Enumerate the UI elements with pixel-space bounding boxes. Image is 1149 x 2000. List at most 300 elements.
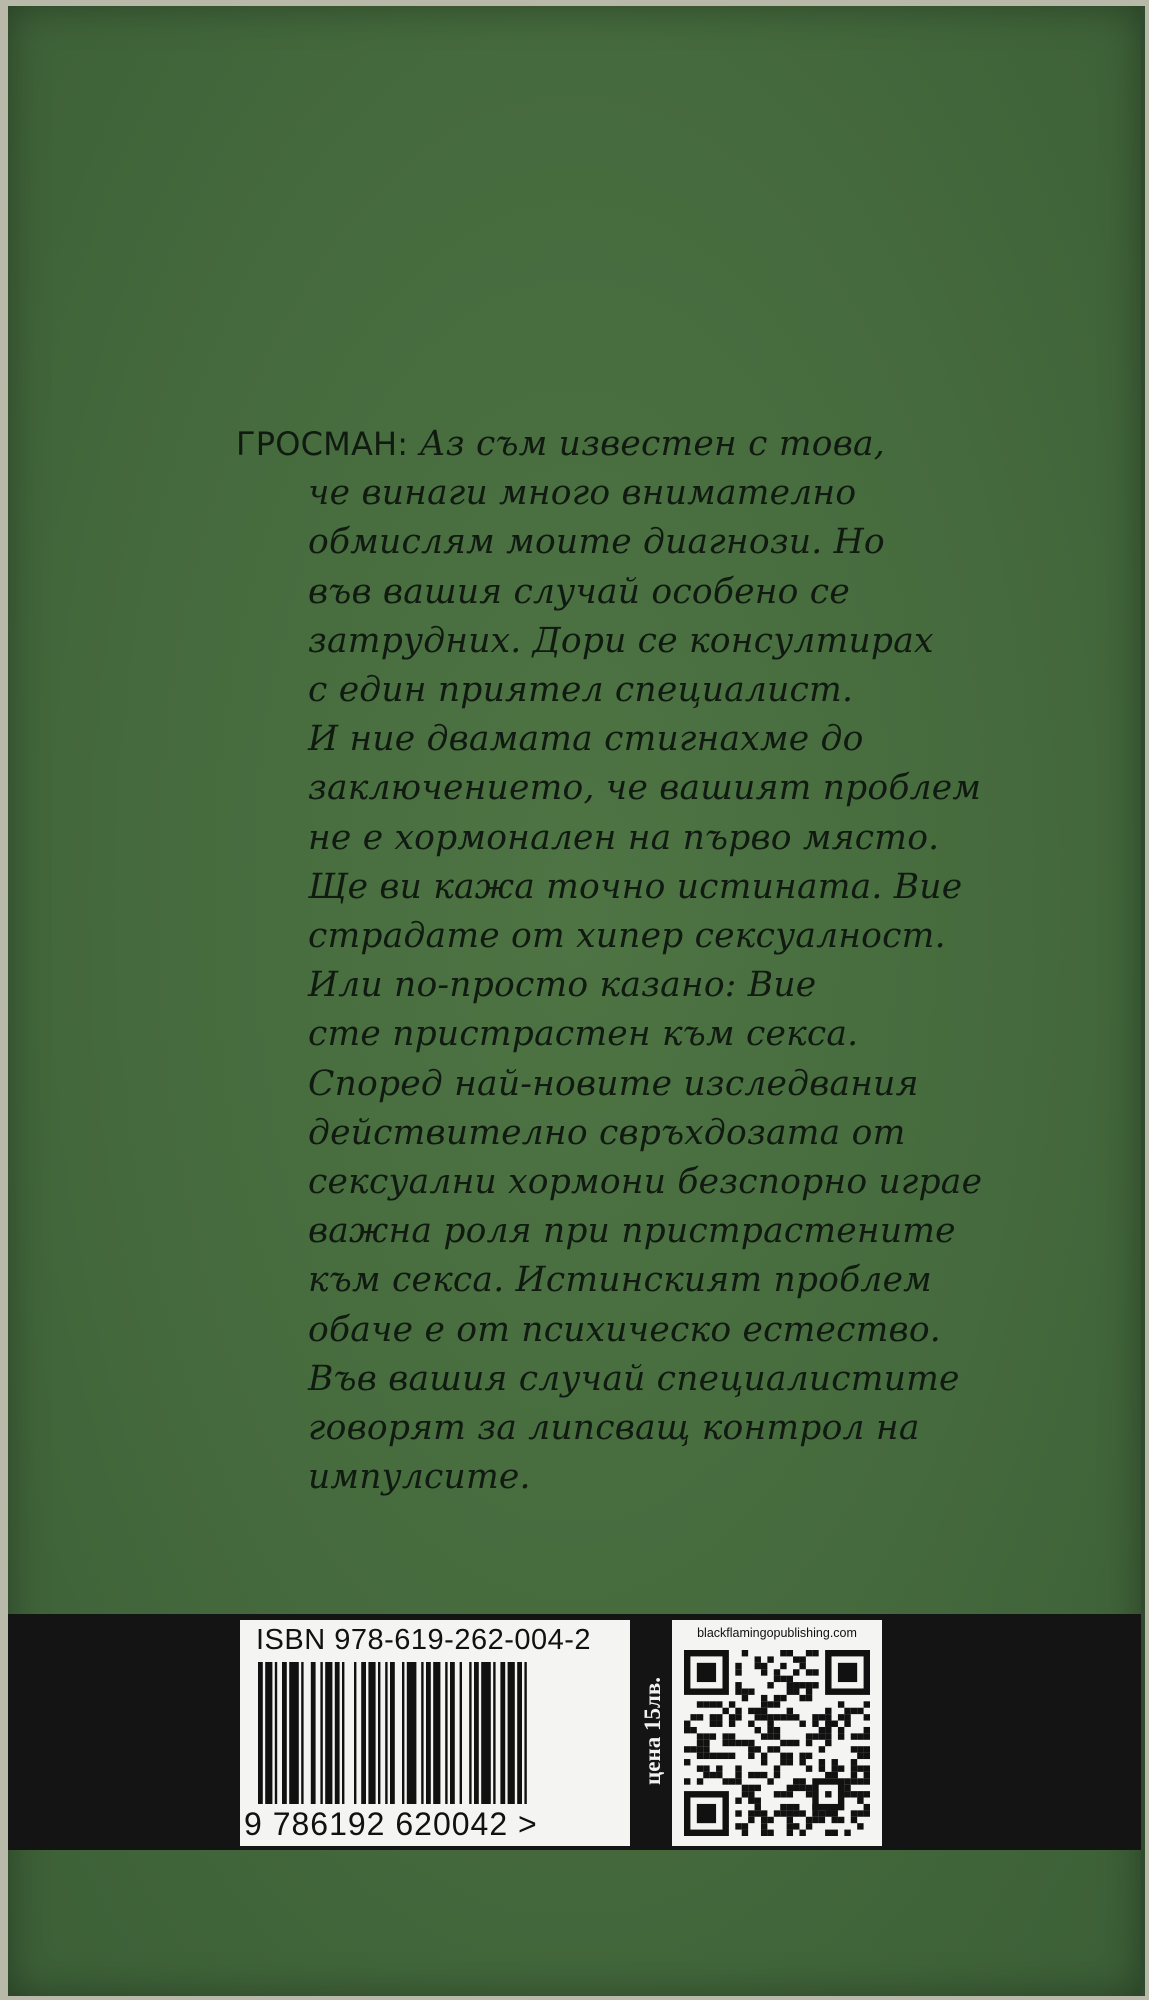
qr-module bbox=[697, 1733, 703, 1739]
qr-module bbox=[716, 1701, 722, 1707]
qr-module bbox=[748, 1798, 754, 1804]
qr-module bbox=[864, 1746, 870, 1752]
qr-module bbox=[806, 1669, 812, 1675]
qr-module bbox=[806, 1785, 812, 1791]
barcode-bar bbox=[342, 1662, 344, 1804]
qr-module bbox=[774, 1746, 780, 1752]
qr-module bbox=[761, 1823, 767, 1829]
qr-module bbox=[755, 1708, 761, 1714]
qr-module bbox=[761, 1830, 767, 1836]
qr-module bbox=[825, 1740, 831, 1746]
qr-module bbox=[729, 1701, 735, 1707]
qr-module bbox=[799, 1785, 805, 1791]
qr-module bbox=[857, 1791, 863, 1797]
qr-module bbox=[729, 1740, 735, 1746]
qr-module bbox=[735, 1778, 741, 1784]
qr-module bbox=[697, 1778, 703, 1784]
qr-module bbox=[690, 1714, 696, 1720]
qr-module bbox=[722, 1740, 728, 1746]
ean-digits: 9 786192 620042 > bbox=[244, 1806, 538, 1842]
qr-module bbox=[806, 1753, 812, 1759]
qr-module bbox=[851, 1759, 857, 1765]
qr-module bbox=[857, 1798, 863, 1804]
qr-module bbox=[799, 1778, 805, 1784]
barcode-bar bbox=[361, 1662, 366, 1804]
qr-module bbox=[774, 1791, 780, 1797]
qr-module bbox=[735, 1714, 741, 1720]
qr-module bbox=[799, 1759, 805, 1765]
qr-module bbox=[806, 1791, 812, 1797]
qr-module bbox=[832, 1817, 838, 1823]
blurb-line: обмислям моите диагнози. Но bbox=[308, 522, 885, 563]
qr-module bbox=[774, 1765, 780, 1771]
qr-module bbox=[825, 1708, 831, 1714]
qr-module bbox=[774, 1727, 780, 1733]
qr-module bbox=[799, 1682, 805, 1688]
publisher-url: blackflamingopublishing.com bbox=[697, 1626, 857, 1640]
qr-module bbox=[767, 1817, 773, 1823]
qr-module bbox=[864, 1778, 870, 1784]
barcode-bar bbox=[282, 1662, 287, 1804]
qr-module bbox=[793, 1682, 799, 1688]
qr-module bbox=[825, 1721, 831, 1727]
qr-module bbox=[748, 1740, 754, 1746]
qr-module bbox=[748, 1772, 754, 1778]
qr-module bbox=[748, 1753, 754, 1759]
qr-module bbox=[761, 1708, 767, 1714]
qr-align bbox=[825, 1791, 831, 1797]
barcode-bar bbox=[301, 1662, 303, 1804]
qr-module bbox=[697, 1746, 703, 1752]
qr-module bbox=[755, 1746, 761, 1752]
qr-module bbox=[806, 1688, 812, 1694]
qr-module bbox=[851, 1810, 857, 1816]
blurb-line: Или по-просто казано: Вие bbox=[308, 965, 817, 1006]
qr-module bbox=[703, 1701, 709, 1707]
qr-module bbox=[710, 1721, 716, 1727]
barcode-icon bbox=[258, 1662, 613, 1804]
qr-module bbox=[703, 1740, 709, 1746]
qr-module bbox=[844, 1721, 850, 1727]
qr-module bbox=[767, 1701, 773, 1707]
qr-module bbox=[851, 1772, 857, 1778]
qr-module bbox=[819, 1810, 825, 1816]
qr-module bbox=[735, 1798, 741, 1804]
qr-module bbox=[748, 1817, 754, 1823]
barcode-bar bbox=[407, 1662, 417, 1804]
qr-module bbox=[710, 1733, 716, 1739]
barcode-bar bbox=[445, 1662, 447, 1804]
qr-module bbox=[825, 1727, 831, 1733]
qr-module bbox=[793, 1810, 799, 1816]
qr-module bbox=[710, 1772, 716, 1778]
qr-module bbox=[838, 1733, 844, 1739]
qr-module bbox=[703, 1746, 709, 1752]
qr-module bbox=[851, 1791, 857, 1797]
qr-module bbox=[684, 1778, 690, 1784]
qr-module bbox=[806, 1650, 812, 1656]
blurb-line: важна роля при пристрастените bbox=[308, 1211, 956, 1252]
qr-module bbox=[812, 1817, 818, 1823]
qr-module bbox=[735, 1740, 741, 1746]
barcode-bar bbox=[385, 1662, 387, 1804]
qr-module bbox=[761, 1759, 767, 1765]
qr-module bbox=[710, 1714, 716, 1720]
blurb-line: сексуални хормони безспорно играе bbox=[308, 1162, 983, 1203]
qr-module bbox=[793, 1669, 799, 1675]
qr-module bbox=[748, 1791, 754, 1797]
qr-module bbox=[793, 1778, 799, 1784]
qr-module bbox=[690, 1746, 696, 1752]
qr-module bbox=[864, 1733, 870, 1739]
barcode-bar bbox=[500, 1662, 505, 1804]
blurb-line: във вашия случай особено се bbox=[308, 571, 850, 612]
qr-module bbox=[864, 1765, 870, 1771]
qr-module bbox=[703, 1772, 709, 1778]
qr-module bbox=[787, 1714, 793, 1720]
qr-module bbox=[825, 1810, 831, 1816]
qr-module bbox=[722, 1733, 728, 1739]
qr-module bbox=[857, 1823, 863, 1829]
qr-module bbox=[832, 1772, 838, 1778]
qr-module bbox=[710, 1701, 716, 1707]
qr-module bbox=[703, 1753, 709, 1759]
qr-module bbox=[819, 1733, 825, 1739]
qr-module bbox=[729, 1721, 735, 1727]
qr-module bbox=[793, 1823, 799, 1829]
qr-module bbox=[761, 1695, 767, 1701]
isbn-number: ISBN 978-619-262-004-2 bbox=[256, 1624, 592, 1656]
qr-module bbox=[722, 1778, 728, 1784]
speaker-name: ГРОСМАН: bbox=[236, 425, 409, 463]
barcode-bar bbox=[320, 1662, 322, 1804]
qr-module bbox=[819, 1746, 825, 1752]
qr-module bbox=[716, 1721, 722, 1727]
qr-module bbox=[742, 1688, 748, 1694]
qr-module bbox=[761, 1714, 767, 1720]
barcode-bar bbox=[289, 1662, 299, 1804]
blurb-line: действително свръхдозата от bbox=[308, 1112, 906, 1153]
blurb-line: че винаги много внимателно bbox=[308, 473, 857, 514]
qr-module bbox=[812, 1733, 818, 1739]
qr-module bbox=[735, 1688, 741, 1694]
qr-module bbox=[774, 1676, 780, 1682]
qr-module bbox=[799, 1810, 805, 1816]
qr-module bbox=[716, 1772, 722, 1778]
qr-module bbox=[857, 1810, 863, 1816]
qr-module bbox=[684, 1746, 690, 1752]
qr-module bbox=[780, 1714, 786, 1720]
qr-module bbox=[780, 1740, 786, 1746]
qr-module bbox=[755, 1727, 761, 1733]
barcode-bar bbox=[390, 1662, 395, 1804]
qr-module bbox=[767, 1830, 773, 1836]
qr-module bbox=[832, 1810, 838, 1816]
qr-module bbox=[774, 1810, 780, 1816]
qr-module bbox=[787, 1823, 793, 1829]
qr-module bbox=[780, 1663, 786, 1669]
barcode-bar bbox=[433, 1662, 440, 1804]
blurb-line: И ние двамата стигнахме до bbox=[308, 719, 864, 760]
qr-module bbox=[787, 1753, 793, 1759]
qr-module bbox=[748, 1688, 754, 1694]
qr-module bbox=[735, 1708, 741, 1714]
barcode-bar bbox=[481, 1662, 491, 1804]
qr-module bbox=[710, 1753, 716, 1759]
qr-module bbox=[729, 1753, 735, 1759]
barcode-bar bbox=[265, 1662, 272, 1804]
barcode-bar bbox=[378, 1662, 380, 1804]
qr-module bbox=[838, 1727, 844, 1733]
qr-module bbox=[838, 1817, 844, 1823]
qr-module bbox=[793, 1656, 799, 1662]
qr-finder bbox=[838, 1663, 857, 1682]
qr-module bbox=[748, 1721, 754, 1727]
qr-module bbox=[832, 1830, 838, 1836]
qr-module bbox=[761, 1810, 767, 1816]
qr-module bbox=[684, 1759, 690, 1765]
qr-module bbox=[857, 1746, 863, 1752]
qr-module bbox=[799, 1753, 805, 1759]
qr-module bbox=[825, 1733, 831, 1739]
qr-module bbox=[735, 1810, 741, 1816]
qr-module bbox=[864, 1772, 870, 1778]
qr-module bbox=[774, 1714, 780, 1720]
qr-module bbox=[864, 1727, 870, 1733]
blurb-line: страдате от хипер сексуалност. bbox=[308, 916, 946, 957]
price-label: цена 15лв. bbox=[640, 1676, 665, 1786]
qr-module bbox=[684, 1727, 690, 1733]
qr-module bbox=[755, 1810, 761, 1816]
qr-module bbox=[806, 1765, 812, 1771]
qr-module bbox=[729, 1714, 735, 1720]
qr-module bbox=[761, 1733, 767, 1739]
barcode-bar bbox=[335, 1662, 340, 1804]
barcode-bar bbox=[524, 1662, 526, 1804]
qr-module bbox=[806, 1682, 812, 1688]
qr-module bbox=[742, 1785, 748, 1791]
qr-module bbox=[844, 1830, 850, 1836]
qr-module bbox=[780, 1650, 786, 1656]
qr-module bbox=[755, 1656, 761, 1662]
qr-module bbox=[690, 1727, 696, 1733]
qr-module bbox=[742, 1650, 748, 1656]
qr-module bbox=[864, 1753, 870, 1759]
qr-module bbox=[787, 1810, 793, 1816]
barcode-bar bbox=[258, 1662, 263, 1804]
qr-module bbox=[787, 1708, 793, 1714]
blurb-line: към секса. Истинският проблем bbox=[308, 1260, 932, 1301]
qr-module bbox=[697, 1765, 703, 1771]
qr-module bbox=[761, 1817, 767, 1823]
qr-module bbox=[787, 1759, 793, 1765]
qr-module bbox=[832, 1765, 838, 1771]
qr-module bbox=[697, 1714, 703, 1720]
qr-module bbox=[812, 1682, 818, 1688]
qr-module bbox=[812, 1721, 818, 1727]
qr-module bbox=[825, 1714, 831, 1720]
qr-module bbox=[729, 1778, 735, 1784]
qr-module bbox=[716, 1714, 722, 1720]
qr-module bbox=[729, 1733, 735, 1739]
qr-module bbox=[787, 1676, 793, 1682]
qr-module bbox=[755, 1785, 761, 1791]
qr-module bbox=[857, 1733, 863, 1739]
qr-module bbox=[755, 1772, 761, 1778]
qr-module bbox=[844, 1714, 850, 1720]
barcode-bar bbox=[311, 1662, 316, 1804]
qr-module bbox=[767, 1733, 773, 1739]
qr-module bbox=[799, 1656, 805, 1662]
qr-module bbox=[716, 1753, 722, 1759]
isbn-label bbox=[240, 1620, 630, 1846]
qr-module bbox=[722, 1708, 728, 1714]
qr-module bbox=[761, 1669, 767, 1675]
qr-module bbox=[722, 1753, 728, 1759]
qr-module bbox=[716, 1765, 722, 1771]
qr-module bbox=[742, 1791, 748, 1797]
barcode-bar bbox=[508, 1662, 515, 1804]
blurb-line: Ще ви кажа точно истината. Вие bbox=[308, 866, 963, 907]
qr-module bbox=[767, 1656, 773, 1662]
qr-module bbox=[806, 1733, 812, 1739]
qr-module bbox=[774, 1669, 780, 1675]
qr-module bbox=[787, 1688, 793, 1694]
qr-module bbox=[787, 1650, 793, 1656]
qr-module bbox=[825, 1830, 831, 1836]
qr-module bbox=[799, 1830, 805, 1836]
qr-module bbox=[799, 1663, 805, 1669]
qr-module bbox=[864, 1714, 870, 1720]
qr-module bbox=[774, 1733, 780, 1739]
qr-module bbox=[787, 1817, 793, 1823]
qr-module bbox=[787, 1830, 793, 1836]
qr-module bbox=[844, 1791, 850, 1797]
barcode-bar bbox=[474, 1662, 479, 1804]
barcode-bar bbox=[368, 1662, 375, 1804]
qr-module bbox=[780, 1753, 786, 1759]
qr-module bbox=[742, 1823, 748, 1829]
qr-module bbox=[844, 1778, 850, 1784]
blurb-line: ГРОСМАН: Аз съм известен с това, bbox=[236, 424, 885, 464]
qr-module bbox=[748, 1810, 754, 1816]
qr-module bbox=[851, 1733, 857, 1739]
qr-module bbox=[735, 1772, 741, 1778]
qr-module bbox=[735, 1669, 741, 1675]
blurb-line: говорят за липсващ контрол на bbox=[308, 1408, 920, 1449]
qr-module bbox=[851, 1765, 857, 1771]
qr-module bbox=[838, 1714, 844, 1720]
qr-module bbox=[819, 1759, 825, 1765]
qr-module bbox=[793, 1740, 799, 1746]
qr-module bbox=[780, 1759, 786, 1765]
qr-module bbox=[819, 1817, 825, 1823]
qr-module bbox=[799, 1695, 805, 1701]
qr-module bbox=[780, 1676, 786, 1682]
qr-module bbox=[761, 1663, 767, 1669]
qr-module bbox=[761, 1753, 767, 1759]
qr-module bbox=[857, 1753, 863, 1759]
qr-module bbox=[857, 1778, 863, 1784]
qr-module bbox=[851, 1708, 857, 1714]
qr-module bbox=[735, 1823, 741, 1829]
qr-module bbox=[742, 1740, 748, 1746]
qr-module bbox=[844, 1708, 850, 1714]
qr-module bbox=[864, 1804, 870, 1810]
qr-module bbox=[851, 1746, 857, 1752]
qr-module bbox=[819, 1714, 825, 1720]
qr-module bbox=[774, 1701, 780, 1707]
qr-module bbox=[755, 1804, 761, 1810]
qr-module bbox=[793, 1804, 799, 1810]
qr-code-icon bbox=[684, 1650, 870, 1836]
qr-module bbox=[806, 1695, 812, 1701]
qr-label bbox=[672, 1620, 882, 1846]
qr-module bbox=[787, 1682, 793, 1688]
qr-module bbox=[748, 1746, 754, 1752]
back-cover-blurb bbox=[236, 420, 996, 1502]
barcode-bar bbox=[275, 1662, 277, 1804]
blurb-line: не е хормонален на първо място. bbox=[308, 817, 940, 858]
barcode-bar bbox=[421, 1662, 423, 1804]
qr-module bbox=[793, 1785, 799, 1791]
qr-module bbox=[774, 1772, 780, 1778]
blurb-line: с един приятел специалист. bbox=[308, 670, 854, 711]
qr-module bbox=[825, 1772, 831, 1778]
qr-module bbox=[857, 1708, 863, 1714]
qr-module bbox=[799, 1721, 805, 1727]
qr-module bbox=[684, 1721, 690, 1727]
qr-module bbox=[832, 1721, 838, 1727]
qr-module bbox=[755, 1663, 761, 1669]
qr-module bbox=[864, 1810, 870, 1816]
qr-module bbox=[838, 1765, 844, 1771]
qr-module bbox=[851, 1778, 857, 1784]
barcode-bar bbox=[426, 1662, 431, 1804]
barcode-bar bbox=[469, 1662, 471, 1804]
barcode-bar bbox=[354, 1662, 356, 1804]
qr-module bbox=[787, 1740, 793, 1746]
qr-module bbox=[838, 1701, 844, 1707]
qr-module bbox=[755, 1714, 761, 1720]
qr-module bbox=[703, 1733, 709, 1739]
qr-module bbox=[767, 1778, 773, 1784]
qr-module bbox=[748, 1708, 754, 1714]
qr-module bbox=[857, 1765, 863, 1771]
qr-module bbox=[780, 1791, 786, 1797]
barcode-bar bbox=[402, 1662, 404, 1804]
qr-module bbox=[755, 1798, 761, 1804]
book-back-cover bbox=[8, 6, 1145, 1996]
qr-module bbox=[832, 1759, 838, 1765]
qr-module bbox=[806, 1740, 812, 1746]
qr-module bbox=[767, 1727, 773, 1733]
qr-module bbox=[844, 1785, 850, 1791]
qr-module bbox=[787, 1804, 793, 1810]
qr-module bbox=[735, 1765, 741, 1771]
blurb-line: импулсите. bbox=[308, 1457, 531, 1498]
blurb-line: заключението, че вашият проблем bbox=[308, 768, 982, 809]
qr-module bbox=[703, 1765, 709, 1771]
qr-finder bbox=[697, 1804, 716, 1823]
barcode-bar bbox=[493, 1662, 495, 1804]
barcode-bar bbox=[460, 1662, 462, 1804]
qr-module bbox=[697, 1753, 703, 1759]
qr-module bbox=[767, 1682, 773, 1688]
qr-module bbox=[819, 1765, 825, 1771]
qr-module bbox=[761, 1772, 767, 1778]
barcode-bar bbox=[517, 1662, 522, 1804]
